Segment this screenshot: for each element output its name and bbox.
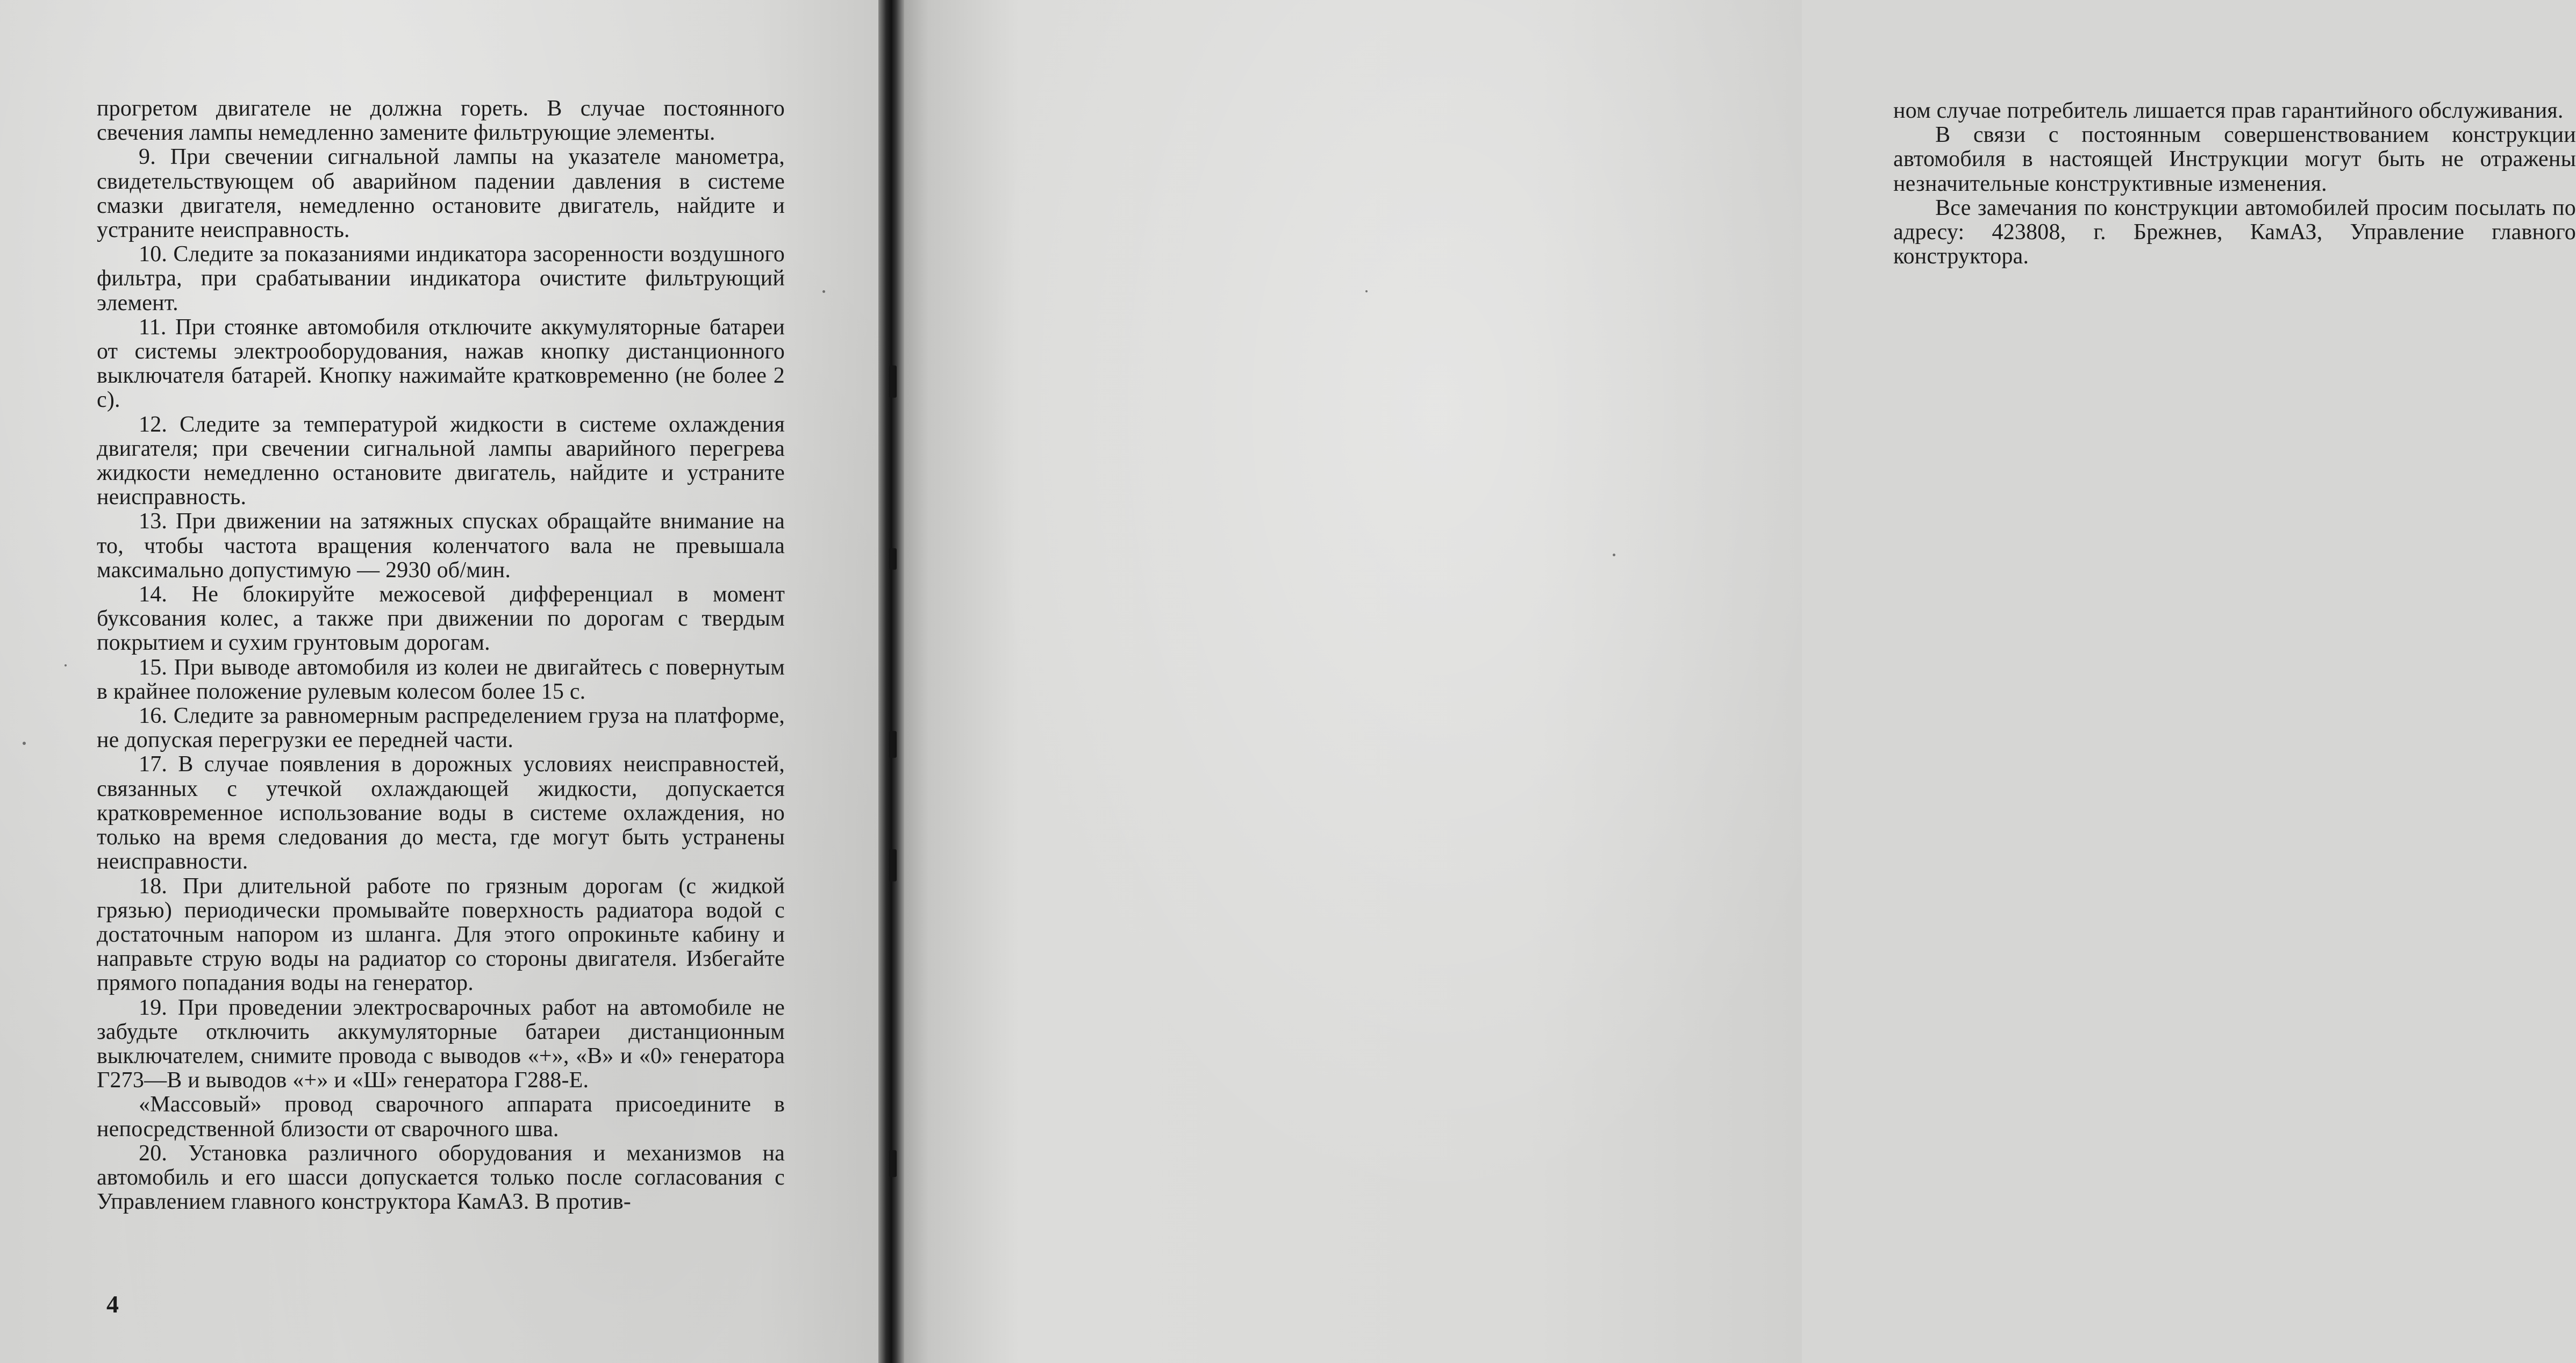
paragraph: «Массовый» провод сварочного аппарата присоедините в непосредственной близости от сварочного шва. xyxy=(97,1092,785,1142)
left-page xyxy=(0,0,892,1363)
binding-staple xyxy=(889,1150,897,1177)
paragraph: 17. В случае появления в дорожных условиях неисправностей, связанных с утечкой охлаждающей жидкости, допускается кратковременное использование воды в системе охлаждения, но только на время следования до места, где могут быть устранены неисправности. xyxy=(97,752,785,874)
paper-speck xyxy=(1613,554,1615,556)
paragraph: 15. При выводе автомобиля из колеи не двигайтесь с повернутым в крайнее положение рулевым колесом более 15 с. xyxy=(97,655,785,704)
paper-speck xyxy=(822,290,825,293)
paragraph: 18. При длительной работе по грязным дорогам (с жидкой грязью) периодически промывайте поверхность радиатора водой с достаточным напором из шланга. Для этого опрокиньте кабину и направьте струю воды на радиатор со стороны двигателя. Избегайте прямого попадания воды на генератор. xyxy=(97,873,785,996)
paragraph: 20. Установка различного оборудования и механизмов на автомобиль и его шасси допускается только после согласования с Управлением главного конструктора КамАЗ. В против- xyxy=(97,1140,785,1215)
paragraph: 19. При проведении электросварочных работ на автомобиле не забудьте отключить аккумуляторные батареи дистанционным выключателем, снимите провода с выводов «+», «В» и «0» генератора Г273—В и выводов «+» и «Ш» генератора Г288-Е. xyxy=(97,995,785,1093)
paragraph: 9. При свечении сигнальной лампы на указателе манометра, свидетельствующем об аварийном падении давления в системе смазки двигателя, немедленно остановите двигатель, найдите и устраните неисправность. xyxy=(97,145,785,243)
binding-staple xyxy=(889,548,897,570)
paragraph: 11. При стоянке автомобиля отключите аккумуляторные батареи от системы электрооборудования, нажав кнопку дистанционного выключателя батарей. Кнопку нажимайте кратковременно (не более 2 с). xyxy=(97,314,785,413)
paragraph: 10. Следите за показаниями индикатора засоренности воздушного фильтра, при срабатывании индикатора очистите фильтрующий элемент. xyxy=(97,242,785,315)
left-page-text xyxy=(97,97,785,1214)
paragraph: 16. Следите за равномерным распределением груза на платформе, не допуская перегрузки ее передней части. xyxy=(97,704,785,753)
binding-staple xyxy=(889,365,897,398)
paragraph: ном случае потребитель лишается прав гарантийного обслуживания. xyxy=(1893,98,2564,123)
right-page xyxy=(892,0,2576,1363)
paragraph: 13. При движении на затяжных спусках обращайте внимание на то, чтобы частота вращения коленчатого вала не превышала максимально допустимую — 2930 об/мин. xyxy=(97,509,785,583)
paper-speck xyxy=(1365,290,1368,292)
binding-staple xyxy=(889,731,897,758)
binding-staple xyxy=(889,849,897,881)
page-number: 4 xyxy=(106,1290,119,1318)
paragraph: 12. Следите за температурой жидкости в системе охлаждения двигателя; при свечении сигнальной лампы аварийного перегрева жидкости немедленно остановите двигатель, найдите и устраните неисправность. xyxy=(97,412,785,510)
paragraph: Все замечания по конструкции автомобилей просим посылать по адресу: 423808, г. Брежнев, КамАЗ, Управление главного конструктора. xyxy=(1893,195,2576,269)
right-page-text xyxy=(1893,99,2576,269)
paper-speck xyxy=(65,664,67,666)
paragraph: В связи с постоянным совершенствованием конструкции автомобиля в настоящей Инструкции могут быть не отражены незначительные конструктивные изменения. xyxy=(1893,123,2576,196)
paper-speck xyxy=(23,742,26,745)
paragraph: прогретом двигателе не должна гореть. В случае постоянного свечения лампы немедленно замените фильтрующие элементы. xyxy=(97,96,785,146)
paragraph: 14. Не блокируйте межосевой дифференциал в момент буксования колес, а также при движении по дорогам с твердым покрытием и сухим грунтовым дорогам. xyxy=(97,582,785,656)
